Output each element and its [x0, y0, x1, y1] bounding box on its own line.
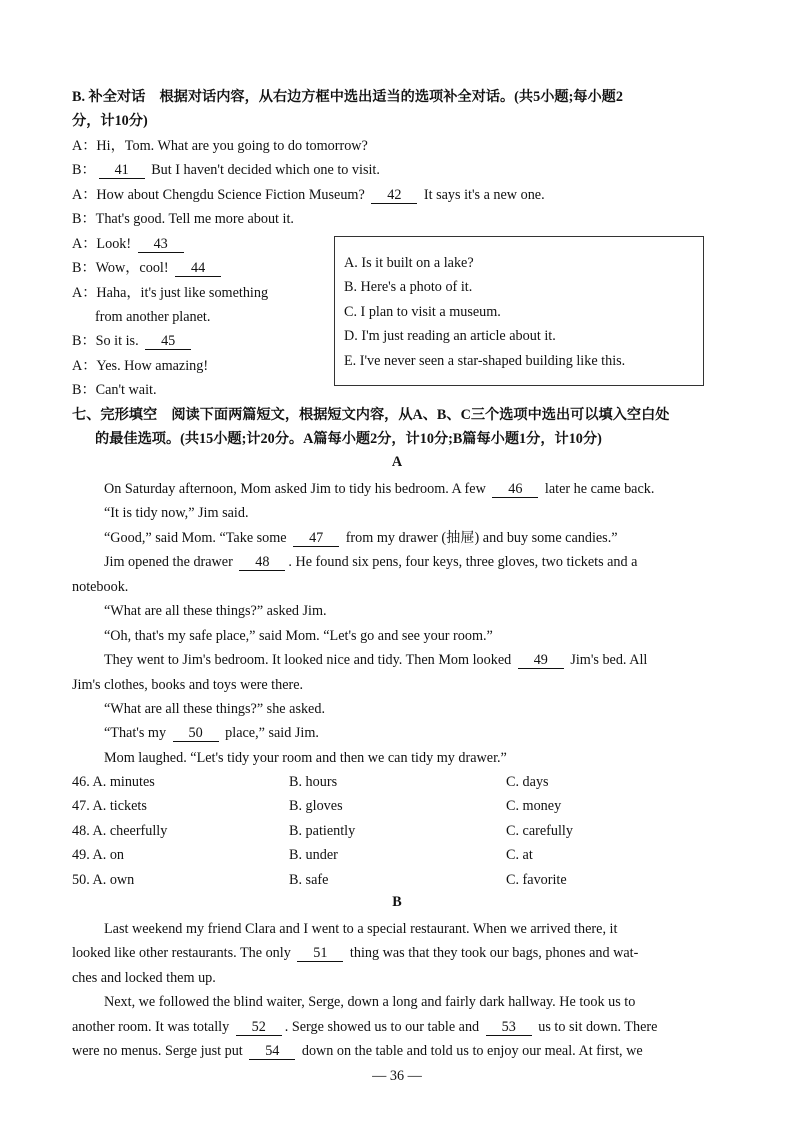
dialogue-line: B：So it is. 45 [72, 331, 194, 351]
choice-50-b: B. safe [289, 872, 329, 888]
option-e: E. I've never seen a star-shaped building like this. [344, 353, 626, 369]
passage-line: They went to Jim's bedroom. It looked nice and tidy. Then Mom looked 49 Jim's bed. All [104, 652, 648, 668]
blank-42: 42 [371, 187, 417, 204]
passage-line: another room. It was totally 52 . Serge showed us to our table and 53 us to sit down. There [72, 1019, 658, 1035]
passage-line: Mom laughed. “Let's tidy your room and then we can tidy my drawer.” [104, 750, 507, 766]
passage-line: Next, we followed the blind waiter, Serge, down a long and fairly dark hallway. He took us to [104, 994, 636, 1010]
passage-line: Last weekend my friend Clara and I went to a special restaurant. When we arrived there, it [104, 921, 618, 937]
choice-48-c: C. carefully [506, 823, 573, 839]
choice-46-a: 46. A. minutes [72, 774, 155, 790]
choice-46-c: C. days [506, 774, 549, 790]
choice-46-b: B. hours [289, 774, 338, 790]
passage-a-label: A [391, 454, 403, 470]
choice-48-a: 48. A. cheerfully [72, 823, 168, 839]
dialogue-line: A：How about Chengdu Science Fiction Museum? 42 It says it's a new one. [72, 187, 545, 203]
option-c: C. I plan to visit a museum. [344, 304, 501, 320]
dialogue-line: A：Look! 43 [72, 234, 187, 254]
dialogue-line: B：Wow，cool! 44 [72, 258, 224, 278]
section-b-title-cont: 分，计10分) [72, 113, 148, 129]
blank-52: 52 [236, 1019, 282, 1036]
choice-47-c: C. money [506, 798, 562, 814]
passage-line: Jim's clothes, books and toys were there. [72, 677, 304, 693]
passage-line: “What are all these things?” she asked. [104, 701, 325, 717]
passage-line: notebook. [72, 579, 129, 595]
blank-50: 50 [173, 725, 219, 742]
blank-43: 43 [138, 236, 184, 253]
option-d: D. I'm just reading an article about it. [344, 328, 556, 344]
choice-48-b: B. patiently [289, 823, 356, 839]
options-box [334, 236, 704, 386]
passage-line: were no menus. Serge just put 54 down on the table and told us to enjoy our meal. At first, we [72, 1043, 643, 1059]
choice-49-b: B. under [289, 847, 338, 863]
choice-49-a: 49. A. on [72, 847, 125, 863]
choice-47-a: 47. A. tickets [72, 798, 147, 814]
passage-line: ches and locked them up. [72, 970, 216, 986]
blank-47: 47 [293, 530, 339, 547]
dialogue-line: B： 41 But I haven't decided which one to visit. [72, 162, 380, 178]
blank-54: 54 [249, 1043, 295, 1060]
choice-49-c: C. at [506, 847, 533, 863]
blank-49: 49 [518, 652, 564, 669]
blank-53: 53 [486, 1019, 532, 1036]
dialogue-line: B：That's good. Tell me more about it. [72, 211, 294, 227]
blank-51: 51 [297, 945, 343, 962]
choice-50-c: C. favorite [506, 872, 567, 888]
passage-line: “It is tidy now,” Jim said. [104, 505, 249, 521]
choice-50-a: 50. A. own [72, 872, 135, 888]
blank-45: 45 [145, 333, 191, 350]
passage-line: On Saturday afternoon, Mom asked Jim to tidy his bedroom. A few 46 later he came back. [104, 481, 655, 497]
dialogue-line: B：Can't wait. [72, 382, 157, 398]
passage-line: “That's my 50 place,” said Jim. [104, 725, 319, 741]
dialogue-line: A：Hi，Tom. What are you going to do tomorrow? [72, 138, 368, 154]
dialogue-line: A：Yes. How amazing! [72, 358, 209, 374]
blank-46: 46 [492, 481, 538, 498]
dialogue-line: from another planet. [95, 309, 211, 325]
passage-line: looked like other restaurants. The only 51 thing was that they took our bags, phones and wat- [72, 945, 639, 961]
option-b: B. Here's a photo of it. [344, 279, 473, 295]
passage-b-label: B [392, 894, 402, 910]
passage-line: “Good,” said Mom. “Take some 47 from my drawer (抽屉) and buy some candies.” [104, 530, 618, 546]
blank-44: 44 [175, 260, 221, 277]
section-7-title: 七、完形填空 阅读下面两篇短文，根据短文内容，从A、B、C三个选项中选出可以填入空白处 [72, 407, 670, 423]
section-b-title: B. 补全对话 根据对话内容，从右边方框中选出适当的选项补全对话。(共5小题;每小题2 [72, 89, 623, 105]
choice-47-b: B. gloves [289, 798, 343, 814]
blank-48: 48 [239, 554, 285, 571]
section-7-title-cont: 的最佳选项。(共15小题;计20分。A篇每小题2分，计10分;B篇每小题1分，计10分) [95, 431, 602, 447]
option-a: A. Is it built on a lake? [344, 255, 474, 271]
page-number: — 36 — [372, 1068, 422, 1084]
passage-line: “What are all these things?” asked Jim. [104, 603, 327, 619]
passage-line: “Oh, that's my safe place,” said Mom. “Let's go and see your room.” [104, 628, 493, 644]
blank-41: 41 [99, 162, 145, 179]
passage-line: Jim opened the drawer 48 . He found six pens, four keys, three gloves, two tickets and a [104, 554, 638, 570]
dialogue-line: A：Haha，it's just like something [72, 285, 269, 301]
